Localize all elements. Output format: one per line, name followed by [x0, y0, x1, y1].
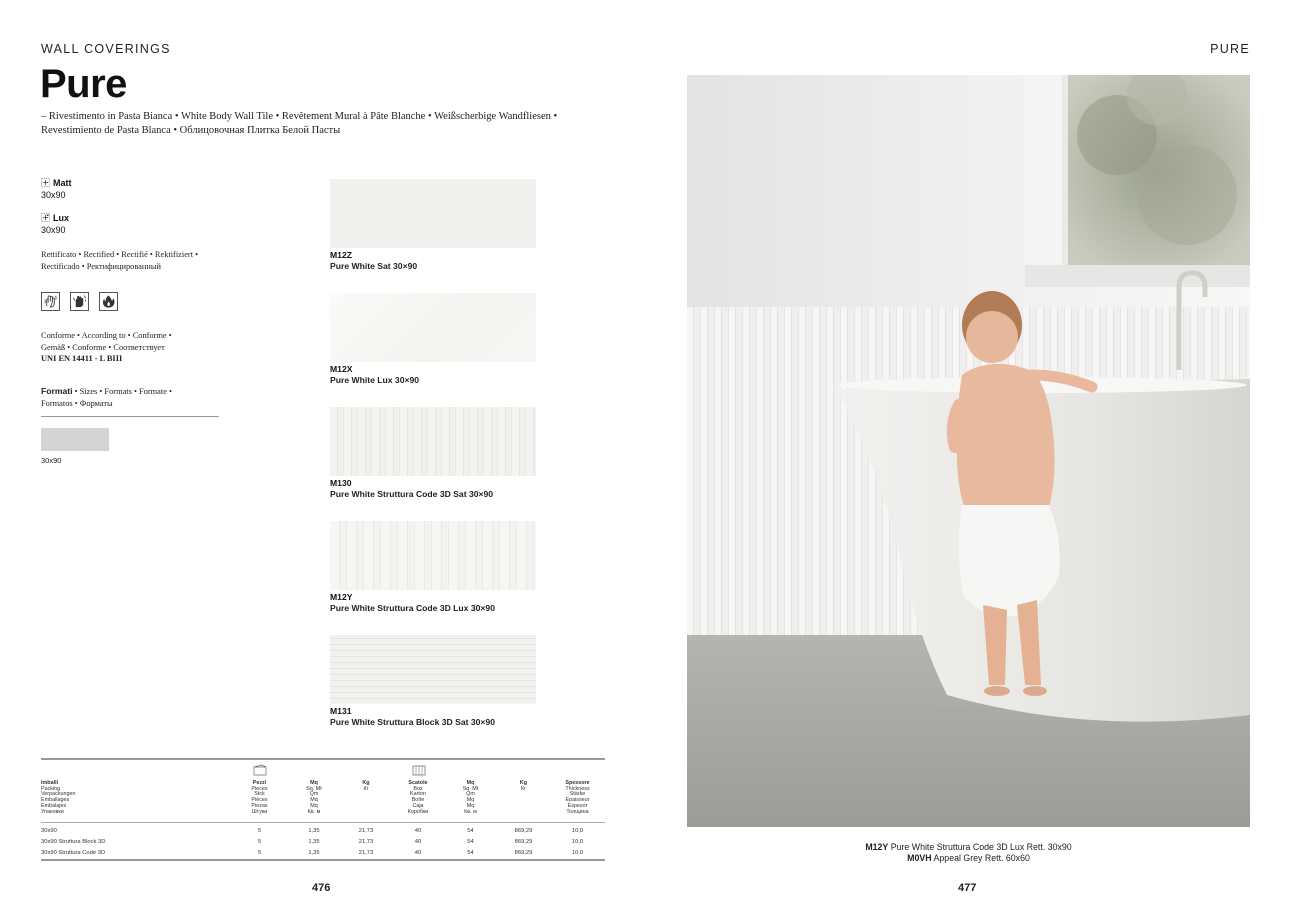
stain-resistant-icon	[70, 292, 89, 311]
cell: 54	[467, 838, 474, 845]
column-sub: Thickness	[565, 785, 590, 792]
cell: 869,29	[514, 838, 533, 845]
page-number-right: 477	[958, 882, 977, 894]
tile-name: Pure White Struttura Code 3D Sat 30×90	[330, 489, 494, 499]
column-sub: Коробки	[407, 808, 429, 815]
column-sub: Mq	[466, 802, 475, 809]
tile-code: M12Z	[330, 250, 352, 260]
cell: 1,35	[308, 838, 320, 845]
lux-finish-icon	[41, 213, 50, 222]
formats-heading	[41, 386, 172, 409]
header-label: Embalajes	[41, 802, 67, 809]
column-sub: Pièces	[251, 797, 268, 804]
cell: 54	[467, 849, 474, 856]
column-sub: Epaisseur	[565, 797, 590, 804]
section-label-right: PURE	[1210, 42, 1250, 56]
table-bottom-rule	[41, 859, 605, 861]
feature-icons	[41, 292, 118, 311]
header-label: Imballi	[41, 780, 59, 786]
column-title: Mq	[466, 780, 475, 786]
column-sub: Sq. Mt	[306, 785, 322, 792]
fire-resistant-icon	[99, 292, 118, 311]
finish-size: 30x90	[41, 190, 66, 200]
cell: 5	[257, 827, 262, 834]
tile-swatch-m12y	[330, 521, 536, 590]
header-label: Packing	[41, 785, 61, 792]
formats-divider	[41, 416, 219, 417]
cell: 10,0	[571, 849, 584, 856]
box-icon	[412, 764, 426, 776]
column-sub: Кв. м	[307, 808, 321, 815]
cell: 40	[414, 849, 422, 856]
column-title: Kg	[519, 780, 528, 786]
tile-name: Pure White Struttura Code 3D Lux 30×90	[330, 603, 495, 613]
cell: 1,35	[308, 827, 320, 834]
column-sub: Mq	[310, 802, 318, 809]
column-sub: Stck	[254, 791, 265, 798]
bathroom-illustration	[687, 75, 1250, 827]
formats-translations: • Sizes • Formats • Formate •	[72, 387, 172, 396]
formats-translations: Formatos • Форматы	[41, 398, 113, 408]
cell: 54	[467, 827, 474, 834]
column-sub: Qm	[466, 791, 475, 798]
rectified-line: Rettificato • Rectified • Rectifié • Rektifiziert •	[41, 250, 199, 259]
finish-lux	[41, 213, 69, 235]
cell: 40	[414, 838, 422, 845]
column-header	[231, 781, 288, 815]
column-sub: Кг	[363, 785, 369, 792]
row-label: 30x90	[41, 827, 57, 834]
column-sub: Caja	[412, 802, 424, 809]
cell: 10,0	[571, 827, 584, 834]
cell: 869,29	[514, 849, 533, 856]
tile-swatch-m12x	[330, 293, 536, 362]
column-sub: Stärke	[569, 791, 586, 798]
cell: 869,29	[514, 827, 533, 834]
table-row	[41, 825, 605, 836]
column-title: Scatole	[408, 780, 428, 786]
caption-text: Appeal Grey Rett. 60x60	[931, 853, 1030, 863]
column-header	[340, 781, 392, 815]
column-title: Mq	[310, 780, 318, 786]
piece-icon	[253, 764, 267, 776]
finish-matt	[41, 178, 72, 200]
column-sub: Pieces	[251, 785, 268, 792]
collection-subtitle: – Rivestimento in Pasta Bianca • White Body Wall Tile • Revêtement Mural à Pâte Blanche • Weißscherbige Wandfliesen • Revestimiento de Pasta Blanca • Облицовочная Плитка Белой Пасты	[41, 111, 558, 136]
conformity-line: Gemäß • Conforme • Соответствует	[41, 342, 165, 352]
table-header-row	[41, 781, 605, 815]
formats-label: Formati	[41, 386, 73, 396]
column-sub: Толщина	[566, 808, 589, 815]
table-row	[41, 847, 605, 858]
collection-title: Pure	[40, 62, 127, 106]
column-sub: Штуки	[251, 808, 268, 815]
tile-swatch-m131	[330, 635, 536, 704]
cell: 5	[257, 849, 262, 856]
conformity-standard: UNI EN 14411 - L BIII	[41, 354, 123, 363]
column-sub: Box	[413, 785, 423, 792]
tile-code: M131	[330, 706, 352, 716]
row-label: 30x90 Struttura Block 3D	[41, 838, 106, 845]
format-swatch	[41, 428, 109, 451]
tile-swatch-m130	[330, 407, 536, 476]
column-header	[444, 781, 497, 815]
cell: 21,73	[358, 838, 374, 845]
rectified-text	[41, 249, 198, 272]
tile-swatch-m12z	[330, 179, 536, 248]
column-sub: Sq. Mt	[462, 785, 479, 792]
column-title: Kg	[362, 780, 370, 786]
header-labels	[41, 781, 231, 815]
table-header-rule	[41, 822, 605, 823]
column-sub: Espesor	[567, 802, 588, 809]
packing-table	[41, 781, 605, 815]
finish-name: Matt	[53, 178, 72, 188]
table-row	[41, 836, 605, 847]
tile-name: Pure White Struttura Block 3D Sat 30×90	[330, 717, 496, 727]
column-header	[288, 781, 340, 815]
cell: 40	[414, 827, 422, 834]
bathroom-photo	[687, 75, 1250, 827]
caption-code: M12Y	[865, 842, 889, 852]
header-label: Verpackungen	[41, 791, 76, 798]
table-top-rule	[41, 758, 605, 760]
column-sub: Karton	[410, 791, 426, 798]
caption-code: M0VH	[907, 853, 932, 863]
tile-code: M12Y	[330, 592, 353, 602]
column-sub: Кг	[520, 785, 527, 792]
finish-name: Lux	[53, 213, 70, 223]
column-header	[392, 781, 444, 815]
column-sub: Piezas	[251, 802, 268, 809]
column-sub: Qm	[309, 791, 319, 798]
cell: 5	[257, 838, 262, 845]
column-sub: Кв. м	[464, 808, 477, 815]
tile-name: Pure White Lux 30×90	[330, 375, 420, 385]
packing-rows	[41, 825, 605, 858]
column-sub: Mq	[310, 797, 318, 804]
tile-code: M12X	[330, 364, 353, 374]
header-label: Упаковки	[41, 808, 64, 815]
conformity-text	[41, 330, 172, 365]
conformity-line: Conforme • According to • Conforme •	[41, 331, 172, 340]
column-header	[497, 781, 550, 815]
column-title: Spessore	[565, 780, 590, 786]
cell: 1,35	[308, 849, 320, 856]
column-header	[550, 781, 605, 815]
photo-caption	[687, 842, 1250, 864]
column-sub: Boîte	[411, 797, 425, 804]
cell: 21,73	[358, 849, 374, 856]
format-size-label: 30x90	[41, 456, 62, 465]
page-number-left: 476	[312, 882, 331, 894]
row-label: 30x90 Struttura Code 3D	[41, 849, 106, 856]
rectified-line: Rectificado • Ректифицированный	[41, 261, 161, 271]
header-label: Emballages	[41, 797, 70, 804]
hand-wash-icon	[41, 292, 60, 311]
cell: 21,73	[358, 827, 374, 834]
cell: 10,0	[571, 838, 584, 845]
column-title: Pezzi	[252, 780, 267, 786]
matt-finish-icon	[41, 178, 50, 187]
finish-size: 30x90	[41, 225, 66, 235]
tile-name: Pure White Sat 30×90	[330, 261, 418, 271]
caption-text: Pure White Struttura Code 3D Lux Rett. 30x90	[888, 842, 1072, 852]
column-sub: Mq	[466, 797, 475, 804]
section-label: WALL COVERINGS	[41, 42, 171, 56]
tile-code: M130	[330, 478, 352, 488]
